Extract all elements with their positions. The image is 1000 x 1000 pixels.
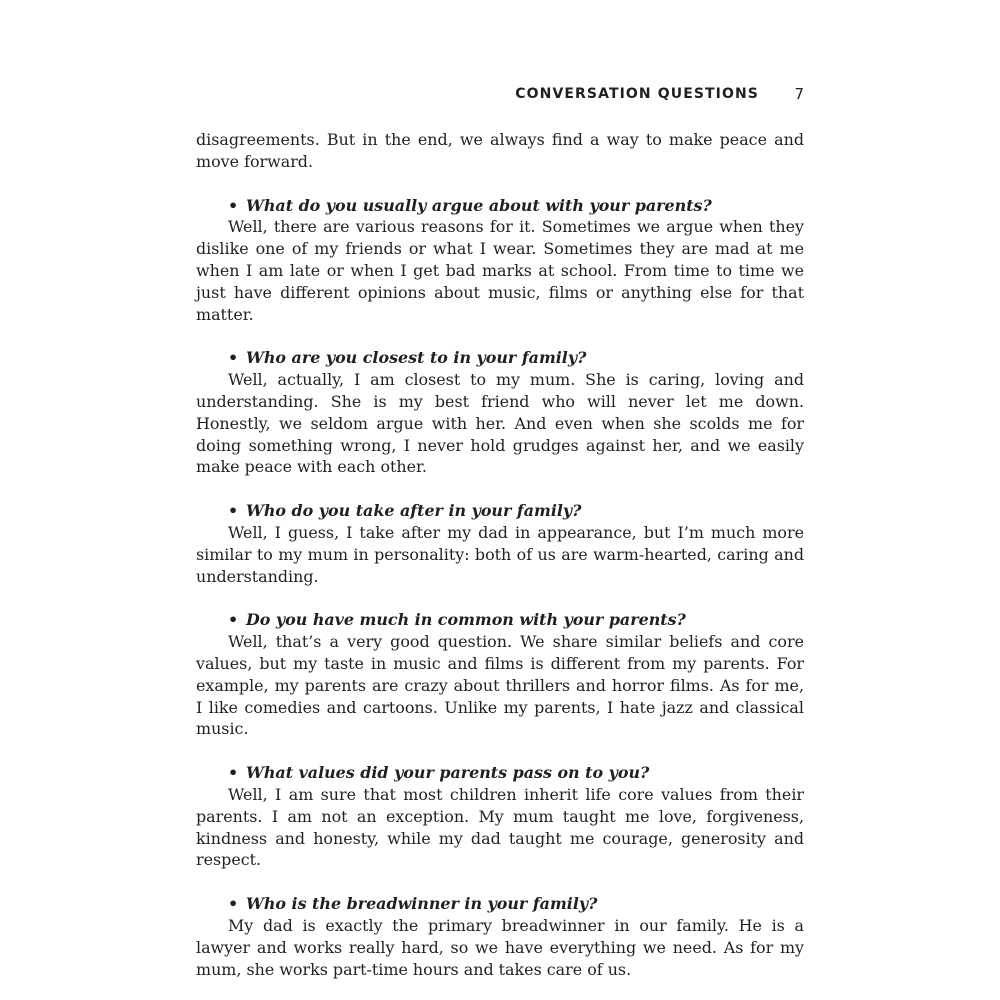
question-heading <box>196 609 804 631</box>
question-text: What values did your parents pass on to you? <box>246 763 650 783</box>
qa-block <box>196 347 804 478</box>
answer-paragraph: My dad is exactly the primary breadwinner in our family. He is a lawyer and works really hard, so we have everything we need. As for my mum, she works part-time hours and takes care of us. <box>196 915 804 979</box>
question-text: Do you have much in common with your parents? <box>246 610 686 630</box>
question-heading <box>196 762 804 784</box>
qa-block <box>196 609 804 740</box>
answer-paragraph: Well, actually, I am closest to my mum. She is caring, loving and understanding. She is my best friend who will never let me down. Honestly, we seldom argue with her. And even when she scolds me for doing something wrong, I never hold grudges against her, and we easily make peace with each other. <box>196 370 804 477</box>
question-text: Who is the breadwinner in your family? <box>246 894 598 914</box>
question-heading <box>196 893 804 915</box>
bullet-icon: • <box>228 610 239 630</box>
bullet-icon: • <box>228 763 239 783</box>
bullet-icon: • <box>228 894 239 914</box>
qa-block <box>196 762 804 871</box>
bullet-icon: • <box>228 348 239 368</box>
question-heading <box>196 195 804 217</box>
lead-paragraph: disagreements. But in the end, we always find a way to make peace and move forward. <box>196 130 804 171</box>
page-number: 7 <box>794 85 804 103</box>
question-text: Who do you take after in your family? <box>246 501 582 521</box>
qa-block <box>196 893 804 980</box>
page-body <box>196 129 804 980</box>
answer-paragraph: Well, there are various reasons for it. Sometimes we argue when they dislike one of my friends or what I wear. Sometimes they are mad at me when I am late or when I get bad marks at school. From time to time we just have different opinions about music, films or anything else for that matter. <box>196 217 804 324</box>
qa-block <box>196 195 804 326</box>
answer-paragraph: Well, that’s a very good question. We share similar beliefs and core values, but my taste in music and films is different from my parents. For example, my parents are crazy about thrillers and horror films. As for me, I like comedies and cartoons. Unlike my parents, I hate jazz and classical music. <box>196 632 804 739</box>
question-heading <box>196 347 804 369</box>
question-heading <box>196 500 804 522</box>
bullet-icon: • <box>228 501 239 521</box>
question-text: Who are you closest to in your family? <box>246 348 587 368</box>
page-header <box>196 84 804 106</box>
qa-block <box>196 500 804 587</box>
answer-paragraph: Well, I guess, I take after my dad in appearance, but I’m much more similar to my mum in personality: both of us are warm-hearted, caring and understanding. <box>196 522 804 586</box>
answer-paragraph: Well, I am sure that most children inherit life core values from their parents. I am not an exception. My mum taught me love, forgiveness, kindness and honesty, while my dad taught me courage, generosity and respect. <box>196 784 804 870</box>
running-header-title: CONVERSATION QUESTIONS <box>515 86 759 102</box>
question-text: What do you usually argue about with your parents? <box>246 195 712 215</box>
bullet-icon: • <box>228 195 239 215</box>
